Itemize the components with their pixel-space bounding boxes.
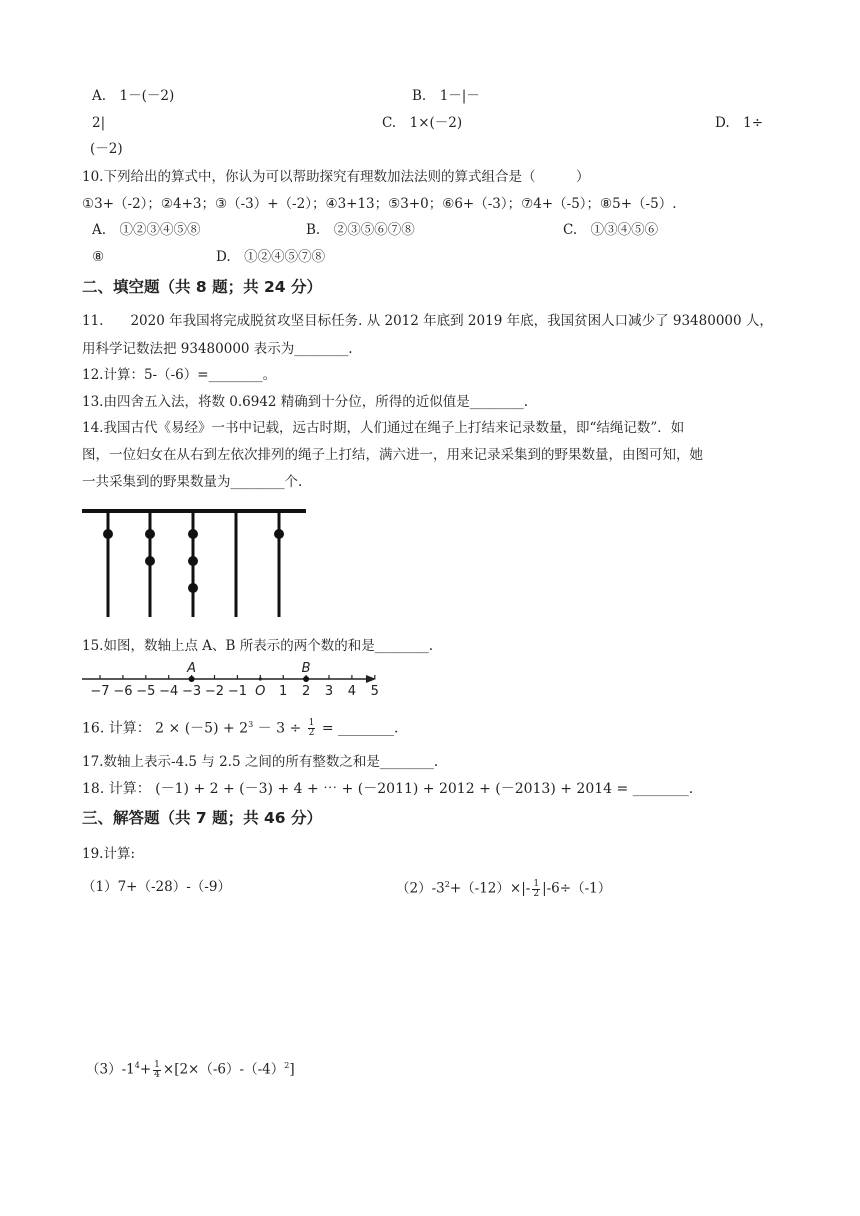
q19-part-3-fraction — [153, 1061, 161, 1080]
q19-part-3-fraction-num: 1 — [154, 1059, 160, 1070]
number-line-tick-label: −1 — [227, 684, 247, 699]
q9-option-c: C. 1×(－2) — [382, 115, 463, 131]
rope-knot — [188, 583, 198, 593]
rope-knot — [145, 556, 155, 566]
number-line-tick-label: 3 — [324, 684, 334, 699]
q19-part-3-d: ] — [289, 1061, 295, 1078]
rope-knot — [188, 556, 198, 566]
number-line-tick-label: −7 — [90, 684, 110, 699]
q10-stem: 10.下列给出的算式中，你认为可以帮助探究有理数加法法则的算式组合是（ ） — [82, 169, 590, 185]
q10-option-a: A. ①②③④⑤⑧ — [92, 222, 201, 238]
q16-suffix: = ________. — [317, 720, 399, 737]
q19-part-3-exp1: 4 — [134, 1061, 140, 1070]
q16-expression: 2 × (－5) + 2 — [155, 720, 249, 737]
q10-option-d: D. ①②④⑤⑦⑧ — [216, 249, 326, 265]
rope-knot — [103, 529, 113, 539]
q9-option-d: D. 1÷ — [715, 115, 764, 131]
number-line-tick-label: 4 — [347, 684, 357, 699]
q18-expression: (－1) + 2 + (－3) + 4 + ⋯ + (－2011) + 2012 + (－2013) + 2014 = ________. — [155, 781, 694, 797]
point-b-marker — [303, 676, 309, 682]
q19-part-3 — [86, 1057, 295, 1080]
rope-knot — [274, 529, 284, 539]
number-line-tick-label: 5 — [370, 684, 379, 699]
q19-part-2-fraction — [532, 880, 540, 899]
q9-option-d-continued: (－2) — [90, 141, 123, 157]
q19-part-2-a: （2）-3 — [396, 880, 445, 897]
q19-part-3-exp2: 2 — [284, 1061, 290, 1070]
q19-part-2-fraction-den: 2 — [533, 888, 540, 899]
section-fill-in-title: 二、填空题（共 8 题；共 24 分） — [82, 278, 322, 296]
q15: 15.如图，数轴上点 A、B 所表示的两个数的和是________. — [82, 638, 434, 654]
point-a-marker — [189, 676, 195, 682]
rope-knot — [145, 529, 155, 539]
q19-part-3-b: + — [139, 1061, 152, 1078]
q13: 13.由四舍五入法，将数 0.6942 精确到十分位，所得的近似值是________. — [82, 394, 529, 410]
number-line-tick-label: −3 — [182, 684, 202, 699]
q16 — [82, 716, 398, 738]
q11-line-2: 用科学记数法把 93480000 表示为________. — [82, 341, 353, 357]
q19-part-2 — [396, 876, 611, 899]
q10-option-b: B. ②③⑤⑥⑦⑧ — [306, 222, 415, 238]
q14-line-1: 14.我国古代《易经》一书中记载，远古时期，人们通过在绳子上打结来记录数量，即“结绳记数”．如 — [82, 420, 685, 436]
number-line-tick-label: −6 — [113, 684, 133, 699]
q14-line-2: 图，一位妇女在从右到左依次排列的绳子上打结，满六进一，用来记录采集到的野果数量，由图可知，她 — [82, 447, 703, 463]
knotted-rope-figure — [82, 505, 308, 620]
q17: 17.数轴上表示-4.5 与 2.5 之间的所有整数之和是________. — [82, 754, 439, 770]
point-b-label: B — [301, 661, 311, 676]
q14-line-3: 一共采集到的野果数量为________个. — [82, 474, 303, 490]
q9-option-b-continued: 2| — [92, 115, 106, 131]
number-line-figure — [80, 658, 380, 700]
q10-option-c: C. ①③④⑤⑥ — [563, 222, 659, 238]
q9-option-a: A. 1－(－2) — [92, 88, 175, 104]
q16-fraction — [308, 719, 316, 738]
q16-prefix: 16. 计算： — [82, 720, 151, 737]
q16-exponent: 3 — [248, 720, 254, 729]
q19-part-2-exp: 2 — [444, 880, 450, 889]
origin-dot — [259, 677, 262, 680]
q9-option-b: B. 1－|－ — [412, 88, 480, 104]
number-line-tick-label: −4 — [159, 684, 179, 699]
point-a-label: A — [187, 661, 197, 676]
q16-fraction-den: 2 — [308, 728, 315, 739]
q18 — [82, 780, 693, 798]
number-line-tick-label: O — [255, 684, 266, 699]
q16-fraction-num: 1 — [308, 718, 315, 729]
q19-part-3-fraction-den: 4 — [154, 1069, 160, 1080]
q19-part-2-fraction-num: 1 — [533, 878, 540, 889]
number-line-tick-label: −5 — [136, 684, 156, 699]
q18-prefix: 18. 计算： — [82, 781, 151, 797]
q10-formulas: ①3+（-2）；②4+3；③（-3）+（-2）；④3+13；⑤3+0；⑥6+（-3）；⑦4+（-5）；⑧5+（-5）. — [82, 196, 677, 212]
q19-part-1: （1）7+（-28）-（-9） — [82, 879, 231, 895]
q11-line-1: 11. 2020 年我国将完成脱贫攻坚目标任务. 从 2012 年底到 2019 年底，我国贫困人口减少了 93480000 人， — [82, 313, 773, 329]
q19-part-2-b: +（-12）×|- — [449, 880, 531, 897]
number-line-tick-label: 2 — [301, 684, 311, 699]
rope-knot — [188, 529, 198, 539]
q12: 12.计算：5-（-6）=________。 — [82, 367, 277, 383]
q19-part-2-c: |-6÷（-1） — [542, 880, 612, 897]
number-line-tick-label: 1 — [279, 684, 288, 699]
q19-part-3-a: （3）-1 — [86, 1061, 135, 1078]
q19-stem: 19.计算: — [82, 846, 136, 862]
section-solve-title: 三、解答题（共 7 题；共 46 分） — [82, 809, 322, 827]
q19-part-3-c: ×[2×（-6）-（-4） — [162, 1061, 285, 1078]
q16-expression-b: － 3 ÷ — [253, 720, 306, 737]
number-line-tick-label: −2 — [204, 684, 225, 699]
q10-option-c-continued: ⑧ — [92, 249, 105, 265]
